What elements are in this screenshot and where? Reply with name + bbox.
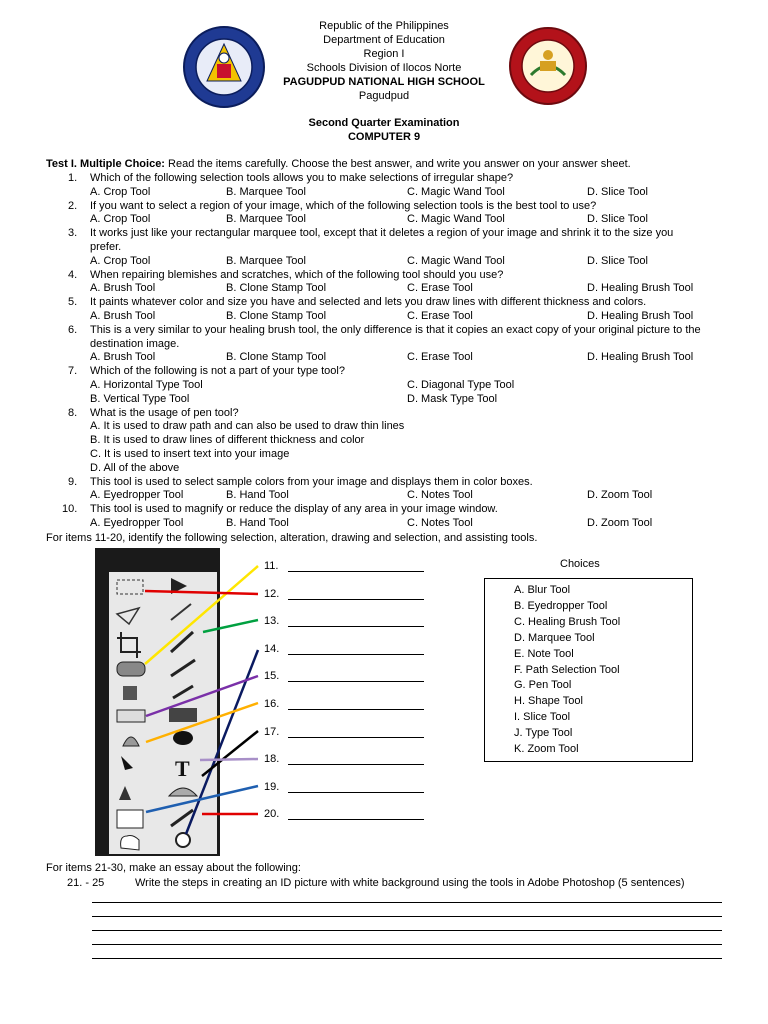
question-number: 4. — [68, 268, 78, 281]
choice-item: K. Zoom Tool — [514, 743, 579, 755]
identification-number: 13. — [264, 615, 280, 628]
choice-item: D. Marquee Tool — [514, 631, 595, 644]
question-number: 5. — [68, 296, 78, 309]
question-number: 10. — [62, 503, 78, 516]
choice-item: C. Healing Brush Tool — [514, 615, 621, 628]
question-number: 2. — [68, 199, 78, 212]
question-text: This tool is used to magnify or reduce the display of any area in your image window. — [90, 503, 498, 516]
answer-option: D. Slice Tool — [587, 254, 648, 267]
essay-item-number: 21. - 25 — [67, 877, 105, 889]
essay-line — [92, 930, 722, 931]
question-text-continued: prefer. — [90, 241, 122, 253]
answer-blank[interactable] — [288, 599, 424, 600]
essay-item-text: Write the steps in creating an ID picture with white background using the tools in Adobe Photoshop (5 sentences) — [135, 877, 685, 889]
question-number: 1. — [68, 172, 78, 184]
question-text: This is a very similar to your healing brush tool, the only difference is that it copies an exact copy of your original picture to the — [90, 323, 701, 336]
answer-option: B. Marquee Tool — [226, 185, 306, 198]
choice-item: I. Slice Tool — [514, 711, 571, 724]
answer-option: D. Slice Tool — [587, 185, 648, 198]
question-number: 3. — [68, 227, 78, 240]
identification-number: 18. — [264, 753, 280, 766]
question-text: What is the usage of pen tool? — [90, 406, 239, 419]
essay-line — [92, 944, 722, 945]
answer-blank[interactable] — [288, 681, 424, 682]
answer-option: D. Healing Brush Tool — [587, 351, 694, 364]
answer-blank[interactable] — [288, 737, 424, 738]
identification-number: 11. — [264, 560, 279, 572]
answer-blank[interactable] — [288, 654, 424, 655]
question-text: It works just like your rectangular marquee tool, except that it deletes a region of your image and shrink it to the size you — [90, 227, 674, 240]
answer-option: B. Clone Stamp Tool — [226, 282, 327, 295]
test1-heading: Test I. Multiple Choice: — [46, 158, 165, 170]
identification-number: 12. — [264, 587, 280, 600]
answer-option: D. All of the above — [90, 461, 180, 474]
choice-item: F. Path Selection Tool — [514, 663, 620, 676]
header-line-2: Department of Education — [323, 34, 445, 46]
question-text: Which of the following is not a part of your type tool? — [90, 365, 345, 378]
answer-option: B. Clone Stamp Tool — [226, 310, 327, 322]
answer-blank[interactable] — [288, 764, 424, 765]
question-number: 9. — [68, 475, 78, 488]
answer-option: A. Crop Tool — [90, 213, 151, 226]
answer-option: B. Hand Tool — [226, 517, 289, 529]
question-text: If you want to select a region of your image, which of the following selection tools is the best tool to use? — [90, 199, 597, 212]
answer-option: D. Slice Tool — [587, 213, 648, 226]
header-line-1: Republic of the Philippines — [319, 20, 449, 32]
answer-blank[interactable] — [288, 571, 424, 572]
answer-option: D. Zoom Tool — [587, 489, 653, 502]
identification-number: 16. — [264, 698, 280, 710]
answer-option: C. Notes Tool — [407, 489, 473, 502]
answer-option: A. Eyedropper Tool — [90, 489, 184, 502]
choice-item: B. Eyedropper Tool — [514, 599, 608, 612]
essay-line — [92, 902, 722, 903]
answer-blank[interactable] — [288, 792, 424, 793]
answer-option: C. Erase Tool — [407, 282, 473, 295]
identification-number: 19. — [264, 780, 280, 793]
choice-item: H. Shape Tool — [514, 695, 583, 708]
question-text: Which of the following selection tools allows you to make selections of irregular shape? — [90, 172, 514, 184]
arrow-13 — [203, 620, 258, 632]
question-text-continued: destination image. — [90, 337, 180, 350]
header-line-4: Schools Division of Ilocos Norte — [306, 62, 462, 74]
question-number: 7. — [68, 365, 78, 378]
answer-option: B. Clone Stamp Tool — [226, 351, 327, 364]
answer-option: C. Erase Tool — [407, 310, 473, 322]
question-text: This tool is used to select sample colors from your image and displays them in color boxes. — [90, 475, 533, 488]
answer-option: D. Healing Brush Tool — [587, 282, 694, 295]
answer-option: C. Notes Tool — [407, 517, 473, 529]
test1-instructions: Read the items carefully. Choose the best answer, and write you answer on your answer sheet. — [168, 158, 631, 170]
arrow-12 — [145, 591, 258, 594]
answer-option: A. Brush Tool — [90, 310, 156, 322]
school-town: Pagudpud — [358, 90, 410, 102]
answer-option: B. Marquee Tool — [226, 254, 306, 267]
part2-instructions: For items 11-20, identify the following selection, alteration, drawing and selection, and assisting tools. — [46, 532, 538, 544]
choices-title: Choices — [560, 558, 600, 570]
identification-number: 15. — [264, 670, 280, 683]
question-text: When repairing blemishes and scratches, which of the following tool should you use? — [90, 268, 504, 281]
answer-option: C. Magic Wand Tool — [407, 213, 505, 226]
answer-option: A. Horizontal Type Tool — [90, 379, 203, 391]
choice-item: J. Type Tool — [514, 727, 573, 740]
answer-option: C. Magic Wand Tool — [407, 254, 505, 267]
part3-instructions: For items 21-30, make an essay about the following: — [46, 862, 301, 874]
svg-text:T: T — [175, 756, 190, 781]
answer-blank[interactable] — [288, 626, 424, 627]
answer-option: B. Vertical Type Tool — [90, 392, 190, 405]
arrow-14 — [186, 650, 258, 834]
header-line-3: Region I — [363, 48, 405, 60]
answer-blank[interactable] — [288, 709, 424, 710]
question-number: 8. — [68, 406, 78, 419]
essay-line — [92, 958, 722, 959]
exam-subject: COMPUTER 9 — [347, 131, 421, 143]
answer-option: C. Diagonal Type Tool — [407, 379, 515, 391]
answer-option: A. Eyedropper Tool — [90, 517, 184, 529]
answer-option: B. Marquee Tool — [226, 213, 306, 226]
answer-option: C. Erase Tool — [407, 351, 473, 364]
arrow-18 — [200, 759, 258, 760]
identification-number: 17. — [264, 725, 280, 738]
identification-number: 14. — [264, 642, 280, 655]
answer-option: C. Magic Wand Tool — [407, 185, 505, 198]
exam-title: Second Quarter Examination — [308, 117, 460, 129]
answer-option: B. Hand Tool — [226, 489, 289, 502]
answer-option: A. It is used to draw path and can also be used to draw thin lines — [90, 420, 405, 433]
choice-item: G. Pen Tool — [514, 679, 572, 692]
identification-number: 20. — [264, 808, 280, 821]
answer-option: D. Zoom Tool — [587, 517, 653, 529]
choice-item: E. Note Tool — [514, 647, 574, 660]
answer-option: A. Brush Tool — [90, 351, 156, 364]
choice-item: A. Blur Tool — [514, 584, 571, 596]
question-text: It paints whatever color and size you have and selected and lets you draw lines with different thickness and colors. — [90, 296, 647, 309]
answer-option: C. It is used to insert text into your image — [90, 448, 290, 460]
answer-option: D. Mask Type Tool — [407, 392, 498, 405]
arrow-17 — [202, 731, 258, 776]
essay-line — [92, 916, 722, 917]
answer-option: A. Brush Tool — [90, 282, 156, 295]
school-name: PAGUDPUD NATIONAL HIGH SCHOOL — [283, 76, 485, 88]
answer-option: D. Healing Brush Tool — [587, 310, 694, 322]
answer-option: B. It is used to draw lines of different thickness and color — [90, 434, 365, 447]
answer-blank[interactable] — [288, 819, 424, 820]
arrow-11 — [145, 566, 258, 664]
answer-option: A. Crop Tool — [90, 254, 151, 267]
question-number: 6. — [68, 323, 78, 336]
answer-option: A. Crop Tool — [90, 185, 151, 198]
